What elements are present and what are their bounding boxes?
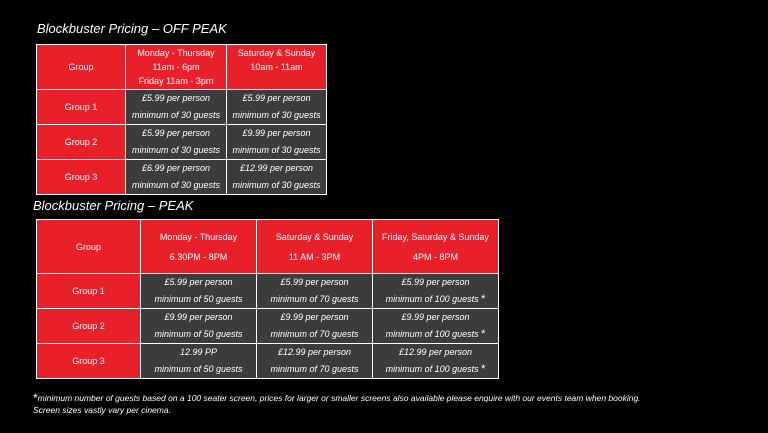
- footnote: [33, 392, 753, 416]
- table-row: [37, 344, 499, 379]
- peak-title: Blockbuster Pricing – PEAK: [33, 198, 194, 213]
- offpeak-title: Blockbuster Pricing – OFF PEAK: [37, 21, 227, 36]
- table-row: [37, 160, 327, 195]
- price-cell: £5.99 per person minimum of 30 guests: [227, 90, 327, 125]
- row-label: Group 1: [37, 90, 126, 125]
- price-cell: £5.99 per person minimum of 30 guests: [126, 125, 227, 160]
- price-cell: £9.99 per person minimum of 70 guests: [257, 309, 373, 344]
- footnote-line-2: Screen sizes vastly vary per cinema.: [33, 405, 171, 415]
- asterisk-icon: *: [481, 293, 486, 305]
- row-label: Group 2: [37, 309, 141, 344]
- price-cell: 12.99 PP minimum of 50 guests: [141, 344, 257, 379]
- offpeak-header-row: [37, 45, 327, 90]
- peak-weekday-header: Monday - Thursday 6.30PM - 8PM: [141, 220, 257, 274]
- row-label: Group 1: [37, 274, 141, 309]
- peak-evening-header: Friday, Saturday & Sunday 4PM - 8PM: [373, 220, 499, 274]
- table-row: [37, 309, 499, 344]
- price-cell: £5.99 per person minimum of 50 guests: [141, 274, 257, 309]
- peak-header-row: [37, 220, 499, 274]
- row-label: Group 3: [37, 344, 141, 379]
- price-cell: £12.99 per person minimum of 70 guests: [257, 344, 373, 379]
- price-cell: £9.99 per person minimum of 30 guests: [227, 125, 327, 160]
- price-cell: £12.99 per person minimum of 30 guests: [227, 160, 327, 195]
- price-cell: £9.99 per person minimum of 50 guests: [141, 309, 257, 344]
- peak-pricing-table: [36, 219, 499, 379]
- price-cell: £5.99 per person minimum of 70 guests: [257, 274, 373, 309]
- table-row: [37, 274, 499, 309]
- table-row: [37, 90, 327, 125]
- table-row: [37, 125, 327, 160]
- offpeak-weekday-header: Monday - Thursday 11am - 6pm Friday 11am - 3pm: [126, 45, 227, 90]
- asterisk-icon: *: [33, 391, 38, 405]
- row-label: Group 3: [37, 160, 126, 195]
- footnote-line-1: *minimum number of guests based on a 100 seater screen, prices for larger or smaller screens also available please enquire with our events team when booking.: [33, 391, 641, 405]
- price-cell: £12.99 per person minimum of 100 guests *: [373, 344, 499, 379]
- price-cell: £5.99 per person minimum of 30 guests: [126, 90, 227, 125]
- peak-weekend-header: Saturday & Sunday 11 AM - 3PM: [257, 220, 373, 274]
- row-label: Group 2: [37, 125, 126, 160]
- asterisk-icon: *: [481, 328, 486, 340]
- price-cell: £5.99 per person minimum of 100 guests *: [373, 274, 499, 309]
- offpeak-weekend-header: Saturday & Sunday 10am - 11am: [227, 45, 327, 90]
- asterisk-icon: *: [481, 363, 486, 375]
- peak-group-header: Group: [37, 220, 141, 274]
- price-cell: £9.99 per person minimum of 100 guests *: [373, 309, 499, 344]
- offpeak-group-header: Group: [37, 45, 126, 90]
- offpeak-pricing-table: [36, 44, 327, 195]
- price-cell: £6.99 per person minimum of 30 guests: [126, 160, 227, 195]
